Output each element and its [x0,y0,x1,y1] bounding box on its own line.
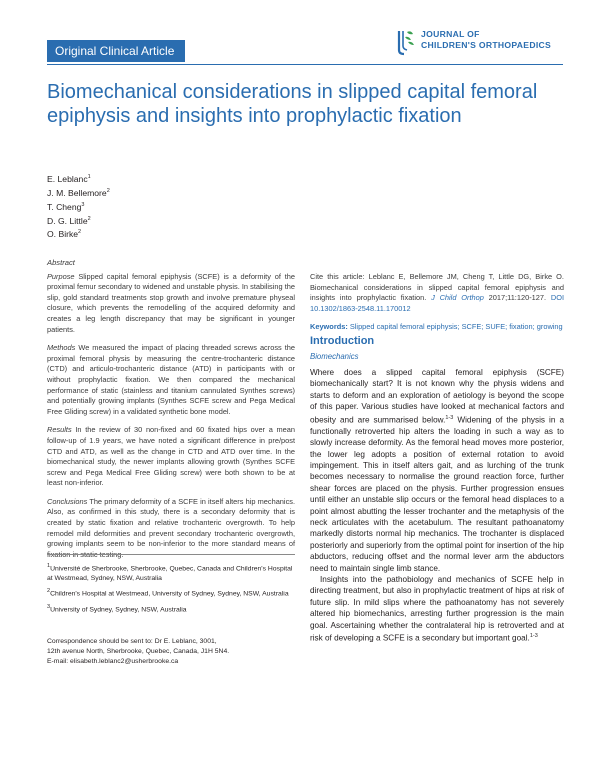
author-list [47,171,110,240]
abstract-results: Results In the review of 30 non-fixed and 60 fixated hips over a mean follow-up of 1.9 years, we have noted a significant difference in pre/post CTD and ATD, as well as the change in CTD and ATD over time. In the biomechanical study, the newer implants allowing growth (Synthes SCFE screw and Pega Medical Free Gliding screw) were both shown to be at least non-inferior. [47,425,295,488]
journal-logo-icon [395,28,417,56]
author: E. Leblanc$^1$ [47,173,91,184]
abstract [47,258,295,568]
author: J. M. Bellemore$^2$ [47,187,110,198]
correspondence: Correspondence should be sent to: Dr E. Leblanc, 3001, 12th avenue North, Sherbrooke, Quebec, Canada, J1H 5N4. E-mail: elisabeth.leblanc2@usherbrooke.ca [47,637,297,667]
correspondence-email[interactable]: E-mail: elisabeth.leblanc2@usherbrooke.ca [47,658,179,665]
affiliations [47,561,297,617]
abstract-purpose: Purpose Slipped capital femoral epiphysis (SCFE) is a deformity of the proximal femur secondary to widened and unstable physis. In stabilising the slip, gold standard treatments stop growth and involve premature physeal closure, which prevents the remodelling of the acquired deformity and creates a leg length discrepancy that may be significant in younger patients. [47,271,295,334]
affiliation-item: $^3$University of Sydney, Sydney, NSW, Australia [47,603,187,613]
biomechanics-subheading: Biomechanics [310,352,359,361]
author: O. Birke$^2$ [47,229,82,240]
author: T. Cheng$^3$ [47,201,85,212]
journal-logo [395,28,565,58]
abstract-conclusions: Conclusions The primary deformity of a SCFE in itself alters hip mechanics. Also, as confirmed in this study, there is a secondary deformity that is created by static fixation and relative trochanteric overgrowth. To help remodel mild deformities and prevent secondary trochanteric overgrowth, growing implants seem to be non-inferior to the more standard means of [47,496,296,549]
journal-name-line2: CHILDREN'S ORTHOPAEDICS [421,40,552,50]
affiliation-divider [47,554,295,555]
journal-name [421,29,551,51]
right-column-top [310,151,564,341]
introduction-body [310,367,564,644]
abstract-methods: Methods We measured the impact of placing threaded screws across the proximal femoral physis by measuring the centre-trochanteric distance (CTD) and articulo-trochanteric distance (ATD) in participants with or without prophylactic fixation. We then compared the mechanical performance of static (stainless and titanium cannulated Synthes screws) and potentially growing implants (Synthes SCFE screw and Pega Medical Free Gliding screw) in a validated synthetic bone model. [47,343,295,416]
keywords: Keywords: Slipped capital femoral epiphysis; SCFE; SUFE; fixation; growing [310,322,563,332]
article-title: Biomechanical considerations in slipped capital femoral epiphysis and insights into prophylactic fixation [47,81,538,127]
affiliation-item: $^1$Université de Sherbrooke, Sherbrooke, Quebec, Canada and Children's Hospital at Westmead, Sydney, NSW, Australia [47,563,293,583]
citation: Cite this article: Leblanc E, Bellemore JM, Cheng T, Little DG, Birke O. Biomechanical considerations in slipped capital femoral epiphysis and insights into prophylactic fixation. J Child Orthop 2017;11:120-127. DOI 10.1302/1863-2548.11.170012 [310,272,564,313]
header-rule [47,64,563,65]
doi-link[interactable]: DOI 10.1302/1863-2548.11.170012 [310,293,564,313]
journal-name-line1: JOURNAL OF [421,29,480,39]
section-tag: Original Clinical Article [47,40,185,62]
abstract-heading: Abstract [47,258,75,267]
author: D. G. Little$^2$ [47,215,91,226]
affiliation-item: $^2$Children's Hospital at Westmead, University of Sydney, Sydney, NSW, Australia [47,588,289,598]
intro-paragraph-2: Insights into the pathobiology and mechanics of SCFE help in directing treatment, but also in prophylactic treatment of hips at risk of future slip. In mild slips where the pathoanatomy has not severely altered hip biomechanics, arresting further progression is the main goal. Ascertaining whether the contralateral hip is retroverted and at risk of developing a SCFE is a secondary but important goal.$^{1-3}$ [310,575,564,643]
introduction-heading: Introduction [310,335,375,347]
intro-paragraph-1: Where does a slipped capital femoral epiphysis (SCFE) biomechanically start? It is not known why the physis widens and starts to deform and an exploration of aetiology is beyond the scope of this paper. Various studies have looked at mechanical factors and obesity and are summarised below.$^{1-3}$ Widening of the physis in a functionally retroverted hip alters the loading in such a way as to slowly increase deformity. As the femoral head moves more posterior, the lower leg adopts a position of external rotation to avoid impingement. This in itself alters gait, and as lurching of the trunk becomes necessary to normalise the ground reaction force, further shear forces are placed on the physis. Further progression ensues until either an unstable slip occurs or the femoral head displaces to a point almost abutting the lesser trochanter and the metaphysis of the neck articulates with the acetabulum. The resultant pathoanatomy markedly distorts normal hip mechanics. The trochanter is displaced posteriorly and superiorly from the optimal point for insertion of the hip abductors, reducing offset and the normal lever arm the abductors need to maintain single limb stance. [310,368,564,573]
